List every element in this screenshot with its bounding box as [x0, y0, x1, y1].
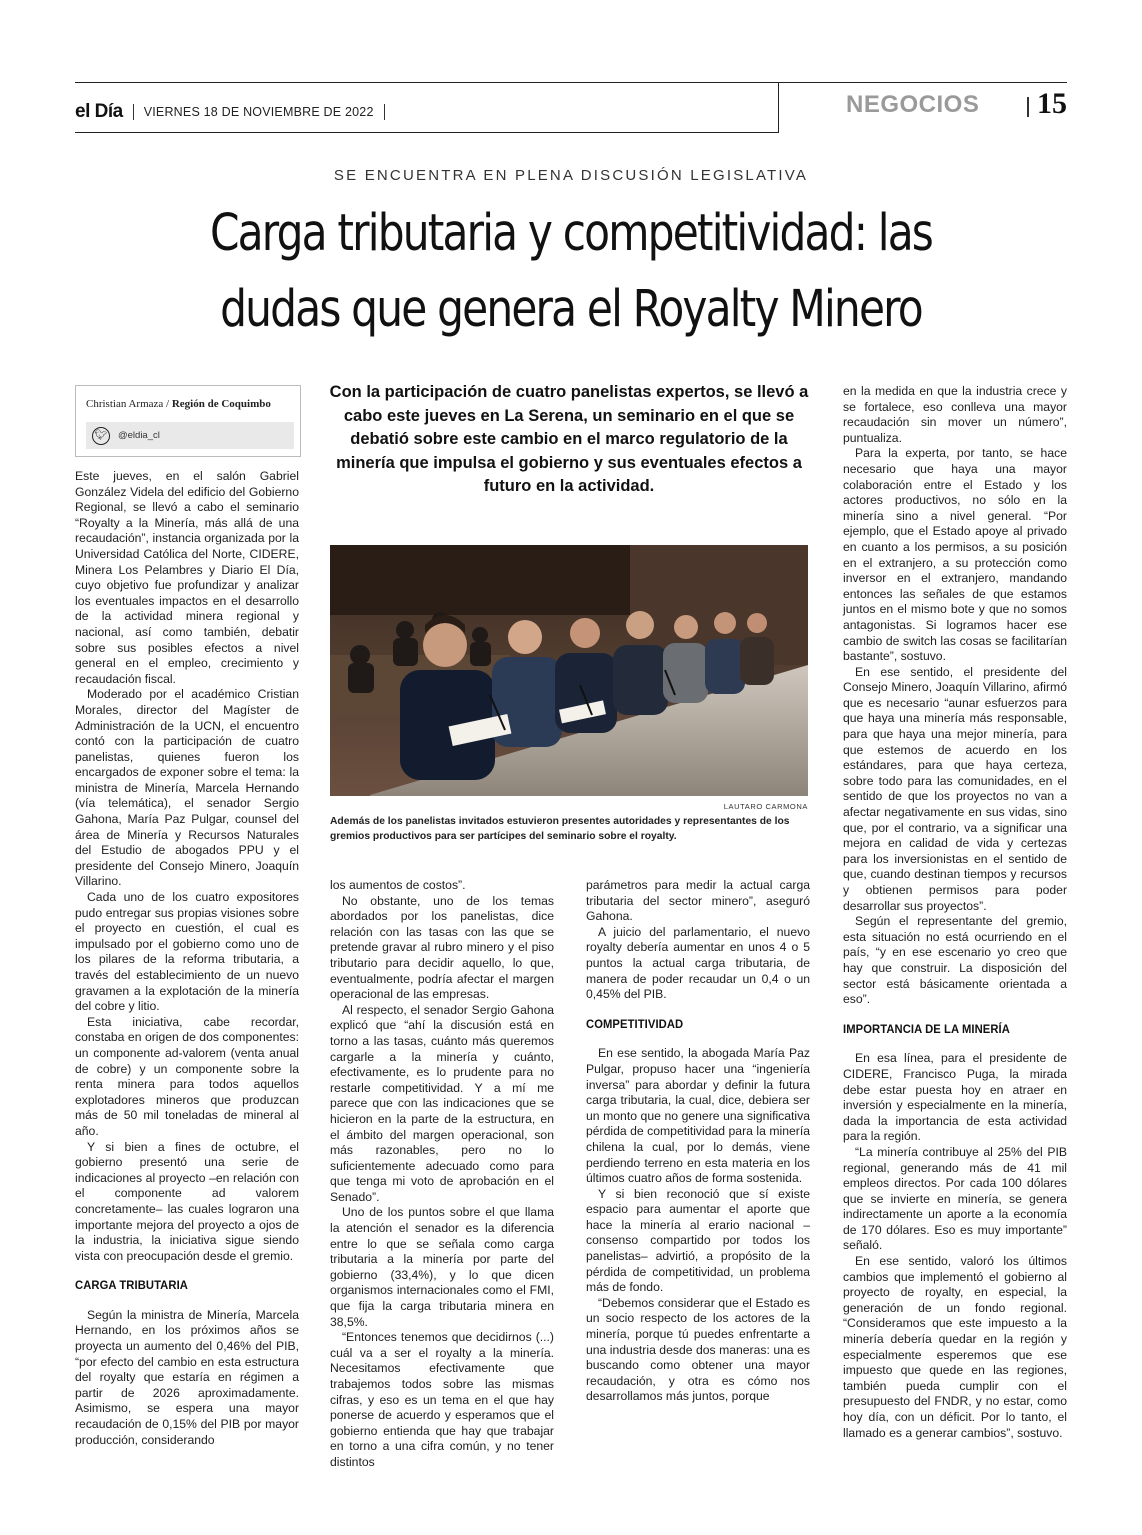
- byline-author: Christian Armaza: [86, 398, 164, 410]
- byline-region: Región de Coquimbo: [171, 398, 271, 410]
- paragraph: Esta iniciativa, cabe recordar, constaba en origen de dos componentes: un componente ad-valorem (venta anual de cobre) y un componente sobre la renta minera para todos aquellos explotadores mineros que produzcan más de 50 mil toneladas de mineral al año.: [75, 1014, 299, 1138]
- paragraph: los aumentos de costos”.: [330, 878, 466, 892]
- byline-box: [75, 385, 301, 457]
- article-column-4: [843, 384, 1067, 1441]
- paragraph: A juicio del parlamentario, el nuevo royalty debería aumentar en unos 4 o 5 puntos la actual carga tributaria, de manera de poder recaudar un 0,4 o un 0,45% del PIB.: [586, 924, 810, 1002]
- issue-date: VIERNES 18 DE NOVIEMBRE DE 2022: [143, 105, 374, 119]
- paragraph: Según la ministra de Minería, Marcela Hernando, en los próximos años se proyecta un aumento del 0,46% del PIB, “por efecto del cambio en esta estructura del royalty que estaría en régimen a partir de 2026 aproximadamente. Asimismo, se espera una mayor recaudación de 0,15% del PIB por mayor producción, considerando: [75, 1307, 299, 1447]
- subheading-carga-tributaria: CARGA TRIBUTARIA: [75, 1278, 188, 1293]
- twitter-handle[interactable]: @eldia_cl: [118, 430, 160, 441]
- paragraph: “La minería contribuye al 25% del PIB regional, generando más de 41 mil empleos directos. Por cada 100 dólares que se invierte en minería, se genera indirectamente un aporte a la economía de 170 dólares. Eso es muy importante” señaló.: [843, 1144, 1067, 1253]
- newspaper-logo: el Día: [75, 101, 123, 122]
- page-number: 15: [1037, 87, 1067, 120]
- seminar-photo: [330, 545, 808, 796]
- paragraph: Uno de los puntos sobre el que llama la atención el senador es la diferencia entre lo que se señala como carga tributaria a la minería por parte del gobierno (33,4%), y lo que dicen organismos internacionales como el FMI, que fija la carga tributaria minera en 38,5%.: [330, 1205, 554, 1329]
- paragraph: Al respecto, el senador Sergio Gahona explicó que “ahí la discusión está en torno a las tasas, cuánto más queremos cargarle a la minería y cuánto, efectivamente, es lo prudente para no restarle competitividad. Y a mí me parece que con las indicaciones que se hicieron en la parte de la estructura, en el ámbito del margen operacional, son más razonables, pero no lo suficientemente adecuado como para que tenga mi voto de aprobación en el Senado”.: [330, 1002, 554, 1204]
- subheading-competitividad: COMPETITIVIDAD: [586, 1016, 684, 1031]
- paragraph: Y si bien reconoció que sí existe espacio para aumentar el aporte que hace la minería al erario nacional –consenso compartido por todos los panelistas– advirtió, a propósito de la pérdida de competitividad, un problema más de fondo.: [586, 1186, 810, 1295]
- article-column-1: [75, 469, 299, 1448]
- article-column-2: [330, 878, 554, 1471]
- social-handle-bar: [86, 422, 294, 449]
- paragraph: Según el representante del gremio, esta situación no está ocurriendo en el país, “y en ese escenario yo creo que hay que construir. La disposición del sector está básicamente orientada a eso”.: [843, 914, 1067, 1007]
- paragraph: Moderado por el académico Cristian Morales, director del Magíster de Administración de la UCN, el encuentro contó con la participación de cuatro panelistas, quienes fueron los encargados de exponer sobre el tema: la ministra de Minería, Marcela Hernando (vía telemática), el senador Sergio Gahona, María Paz Pulgar, counsel del área de Minería y Recursos Naturales del Estudio de abogados PPU y el presidente del Consejo Minero, Joaquín Villarino.: [75, 687, 299, 889]
- masthead-separator: [384, 104, 385, 120]
- subheading-importancia: IMPORTANCIA DE LA MINERÍA: [843, 1021, 1010, 1036]
- paragraph: En esa línea, para el presidente de CIDERE, Francisco Puga, la mirada debe estar puesta hoy en atraer en inversión y especialmente en la minería, dada la importancia de esta actividad para la región.: [843, 1051, 1067, 1144]
- photo-credit: LAUTARO CARMONA: [723, 802, 808, 811]
- paragraph: parámetros para medir la actual carga tributaria del sector minero”, aseguró Gahona.: [586, 878, 810, 924]
- byline-separator: /: [163, 398, 172, 410]
- header-bottom-rule: [75, 132, 779, 133]
- masthead-separator: [133, 104, 134, 120]
- article-lead: Con la participación de cuatro panelistas expertos, se llevó a cabo este jueves en La Serena, un seminario en el que se debatió sobre este cambio en el marco regulatorio de la minería que impulsa el gobierno y sus eventuales efectos a futuro en la actividad.: [329, 383, 809, 496]
- section-separator: [1027, 97, 1029, 117]
- paragraph: Cada uno de los cuatro expositores pudo entregar sus propias visiones sobre el proyecto en cuestión, el cual es impulsado por el gobierno como uno de los pilares de la reforma tributaria, a través del establecimiento de un nuevo gravamen a la explotación de la minería del cobre y litio.: [75, 890, 299, 1014]
- paragraph: En ese sentido, la abogada María Paz Pulgar, propuso hacer una “ingeniería inversa” para abordar y definir la futura carga tributaria, la cual, dice, debiera ser un monto que no genere una significativa pérdida de competitividad para la minería chilena la cual, por lo demás, viene perdiendo terreno en esta materia en los últimos cuatro años de forma sostenida.: [586, 1046, 810, 1186]
- article-headline: Carga tributaria y competitividad: las dudas que genera el Royalty Minero: [209, 204, 933, 339]
- paragraph: Y si bien a fines de octubre, el gobierno presentó una serie de indicaciones al proyecto –en relación con el componente ad valorem concretamente– las cuales lograron una importante mejora del proyecto a ojos de la industria, la iniciativa sigue siendo vista con preocupación desde el gremio.: [75, 1139, 299, 1263]
- header-top-rule: [75, 82, 1067, 83]
- article-kicker: SE ENCUENTRA EN PLENA DISCUSIÓN LEGISLATIVA: [333, 167, 809, 184]
- paragraph: En ese sentido, el presidente del Consejo Minero, Joaquín Villarino, afirmó que es necesario “aunar esfuerzos para que haya una minería más responsable, para que haya una mejor minería, para que estemos de acuerdo en los estándares, para que haya certeza, sobre todo para las comunidades, en el sentido de que los proyectos no van a afectar negativamente en sus vidas, sino que, por el contrario, va a significar una mejora en calidad de vida y certezas para los inversionistas en el sentido de que, cuando destinan tiempos y recursos y obtienen permisos para poder desarrollar sus proyectos”.: [843, 664, 1067, 913]
- paragraph: En ese sentido, valoró los últimos cambios que implementó el gobierno al proyecto de royalty, en especial, la generación de un fondo regional. “Consideramos que este impuesto a la minería debería quedar en la región y especialmente esperemos que ese impuesto que quede en las regiones, también pueda cumplir con el presupuesto del FNDR, y no estar, como hoy día, con un déficit. Por lo tanto, el llamado es a generar cambios”, sostuvo.: [843, 1254, 1067, 1440]
- paragraph: “Entonces tenemos que decidirnos (...) cuál va a ser el royalty a la minería. Necesitamos efectivamente que trabajemos todos sobre las mismas cifras, y eso es un tema en el que hay ponerse de acuerdo y esperamos que el gobierno entienda que hay que trabajar en torno a una cifra común, y no tener distintos: [330, 1330, 554, 1469]
- photo-caption: Además de los panelistas invitados estuvieron presentes autoridades y representantes de los gremios productivos para ser partícipes del seminario sobre el royalty.: [330, 816, 790, 842]
- paragraph: en la medida en que la industria crece y se fortalece, eso conlleva una mayor recaudación sin mover un número”, puntualiza.: [843, 384, 1067, 445]
- paragraph: Para la experta, por tanto, se hace necesario que haya una mayor colaboración entre el Estado y los actores productivos, no sólo en la minería sino a nivel general. “Por ejemplo, que el Estado apoye al privado en cuanto a los permisos, a su posición en el extranjero, a su protección como inversor en el extranjero, mandando entonces las señales de que estamos juntos en el mismo bote y que no somos antagonistas. Si logramos hacer ese cambio de switch las cosas se facilitarían bastante”, sostuvo.: [843, 446, 1067, 664]
- paragraph: No obstante, uno de los temas abordados por los panelistas, dice relación con las tasas con las que se pretende gravar al rubro minero y el piso tributario para decidir aquello, lo que, eventualmente, podría afectar el margen operacional de las empresas.: [330, 893, 554, 1002]
- paragraph: “Debemos considerar que el Estado es un socio respecto de los actores de la minería, porque tú puedes enfrentarte a una industria desde dos maneras: una es buscando como obtener una mayor recaudación, y otra es cómo nos desarrollamos más juntos, porque: [586, 1295, 810, 1404]
- section-title: NEGOCIOS: [846, 91, 980, 118]
- byline-author-line: [86, 398, 271, 410]
- paragraph: Este jueves, en el salón Gabriel González Videla del edificio del Gobierno Regional, se llevó a cabo el seminario “Royalty a la Minería, más allá de una recaudación”, instancia organizada por la Universidad Católica del Norte, CIDERE, Minera Los Pelambres y Diario El Día, cuyo objetivo fue profundizar y analizar los eventuales impactos en el desarrollo de la actividad minera regional y nacional, así como también, debatir sobre sus posibles efectos a nivel general en el empleo, crecimiento y recaudación fiscal.: [75, 469, 299, 686]
- twitter-icon: 🐦︎: [92, 427, 110, 445]
- header-divider: [778, 82, 779, 133]
- article-column-3: [586, 878, 810, 1405]
- masthead: [75, 100, 395, 124]
